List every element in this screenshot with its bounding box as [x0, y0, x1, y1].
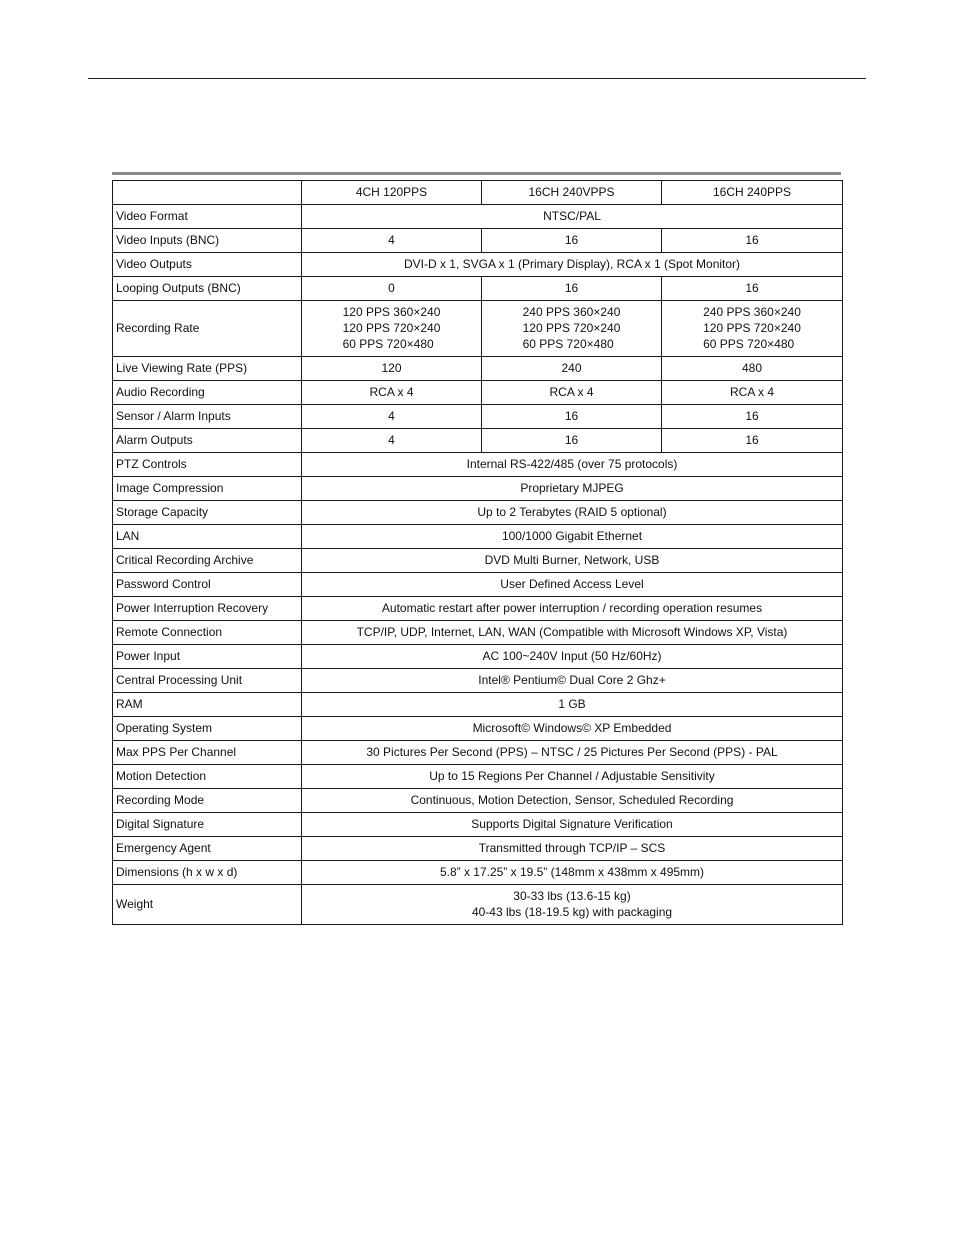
- row-label: Looping Outputs (BNC): [113, 277, 302, 301]
- row-label: Audio Recording: [113, 381, 302, 405]
- row-value: AC 100~240V Input (50 Hz/60Hz): [302, 645, 843, 669]
- table-row: [113, 717, 843, 741]
- table-row: [113, 741, 843, 765]
- recording-rate-line: 60 PPS 720×480: [342, 337, 434, 351]
- table-row: [113, 429, 843, 453]
- row-value: RCA x 4: [662, 381, 843, 405]
- row-value: Up to 2 Terabytes (RAID 5 optional): [302, 501, 843, 525]
- table-row: [113, 405, 843, 429]
- specifications-table: [112, 180, 843, 925]
- row-value: 16: [662, 229, 843, 253]
- row-value: 4: [302, 405, 482, 429]
- table-row: [113, 477, 843, 501]
- recording-rate-line: 120 PPS 720×240: [342, 321, 441, 335]
- row-value: User Defined Access Level: [302, 573, 843, 597]
- row-value: DVD Multi Burner, Network, USB: [302, 549, 843, 573]
- row-value: 16: [662, 405, 843, 429]
- row-value: 16: [482, 277, 662, 301]
- row-value: 4: [302, 429, 482, 453]
- row-label: Storage Capacity: [113, 501, 302, 525]
- row-label: Live Viewing Rate (PPS): [113, 357, 302, 381]
- row-label: Video Format: [113, 205, 302, 229]
- row-value: Microsoft© Windows© XP Embedded: [302, 717, 843, 741]
- table-row: [113, 693, 843, 717]
- row-label: Video Inputs (BNC): [113, 229, 302, 253]
- table-row: [113, 597, 843, 621]
- table-row: [113, 765, 843, 789]
- table-row: [113, 229, 843, 253]
- row-label: Image Compression: [113, 477, 302, 501]
- table-row: [113, 357, 843, 381]
- row-value: [302, 301, 482, 357]
- row-label: Digital Signature: [113, 813, 302, 837]
- row-value: 5.8” x 17.25” x 19.5” (148mm x 438mm x 495mm): [302, 861, 843, 885]
- header-cell-16ch-240vpps: 16CH 240VPPS: [482, 181, 662, 205]
- row-value: Internal RS-422/485 (over 75 protocols): [302, 453, 843, 477]
- row-label: Emergency Agent: [113, 837, 302, 861]
- recording-rate-line: 240 PPS 360×240: [703, 305, 801, 319]
- row-label: PTZ Controls: [113, 453, 302, 477]
- table-row: [113, 501, 843, 525]
- row-value: 1 GB: [302, 693, 843, 717]
- header-cell-16ch-240pps: 16CH 240PPS: [662, 181, 843, 205]
- row-label: Max PPS Per Channel: [113, 741, 302, 765]
- row-value: 100/1000 Gigabit Ethernet: [302, 525, 843, 549]
- table-row: [113, 549, 843, 573]
- row-value: DVI-D x 1, SVGA x 1 (Primary Display), RCA x 1 (Spot Monitor): [302, 253, 843, 277]
- row-label: Alarm Outputs: [113, 429, 302, 453]
- row-label: Video Outputs: [113, 253, 302, 277]
- table-header-row: [113, 181, 843, 205]
- row-value: RCA x 4: [482, 381, 662, 405]
- table-row: [113, 885, 843, 925]
- row-label: RAM: [113, 693, 302, 717]
- row-value: Intel® Pentium© Dual Core 2 Ghz+: [302, 669, 843, 693]
- recording-rate-line: 120 PPS 360×240: [342, 305, 441, 319]
- table-row: [113, 645, 843, 669]
- row-label: Central Processing Unit: [113, 669, 302, 693]
- row-value: 120: [302, 357, 482, 381]
- row-value: NTSC/PAL: [302, 205, 843, 229]
- weight-line: 30-33 lbs (13.6-15 kg): [513, 889, 631, 903]
- row-label: Critical Recording Archive: [113, 549, 302, 573]
- table-row: [113, 669, 843, 693]
- table-row: [113, 837, 843, 861]
- row-value: 0: [302, 277, 482, 301]
- row-value: RCA x 4: [302, 381, 482, 405]
- header-cell-empty: [113, 181, 302, 205]
- row-value: Transmitted through TCP/IP – SCS: [302, 837, 843, 861]
- table-top-rule: [112, 172, 841, 175]
- row-label: Dimensions (h x w x d): [113, 861, 302, 885]
- row-value: [662, 301, 843, 357]
- row-label: Motion Detection: [113, 765, 302, 789]
- table-row: [113, 301, 843, 357]
- row-value: 16: [662, 429, 843, 453]
- row-value: [302, 885, 843, 925]
- row-value: Continuous, Motion Detection, Sensor, Scheduled Recording: [302, 789, 843, 813]
- table-row: [113, 205, 843, 229]
- table-row: [113, 381, 843, 405]
- row-label: Sensor / Alarm Inputs: [113, 405, 302, 429]
- row-value: Automatic restart after power interruption / recording operation resumes: [302, 597, 843, 621]
- table-row: [113, 573, 843, 597]
- row-value: 30 Pictures Per Second (PPS) – NTSC / 25 Pictures Per Second (PPS) - PAL: [302, 741, 843, 765]
- table-row: [113, 525, 843, 549]
- row-value: 480: [662, 357, 843, 381]
- row-label: LAN: [113, 525, 302, 549]
- weight-line: 40-43 lbs (18-19.5 kg) with packaging: [471, 905, 673, 919]
- row-label: Password Control: [113, 573, 302, 597]
- recording-rate-line: 60 PPS 720×480: [522, 337, 614, 351]
- table-row: [113, 453, 843, 477]
- row-value: Up to 15 Regions Per Channel / Adjustable Sensitivity: [302, 765, 843, 789]
- row-value: 16: [662, 277, 843, 301]
- row-label: Power Input: [113, 645, 302, 669]
- header-rule: [88, 78, 866, 79]
- recording-rate-line: 120 PPS 720×240: [522, 321, 621, 335]
- row-value: [482, 301, 662, 357]
- table-row: [113, 789, 843, 813]
- table-row: [113, 253, 843, 277]
- row-label: Operating System: [113, 717, 302, 741]
- row-value: Supports Digital Signature Verification: [302, 813, 843, 837]
- row-value: TCP/IP, UDP, Internet, LAN, WAN (Compatible with Microsoft Windows XP, Vista): [302, 621, 843, 645]
- row-value: 240: [482, 357, 662, 381]
- row-label: Recording Mode: [113, 789, 302, 813]
- row-label: Recording Rate: [113, 301, 302, 357]
- table-row: [113, 277, 843, 301]
- recording-rate-line: 60 PPS 720×480: [703, 337, 795, 351]
- recording-rate-line: 240 PPS 360×240: [522, 305, 621, 319]
- row-value: 16: [482, 229, 662, 253]
- recording-rate-line: 120 PPS 720×240: [703, 321, 801, 335]
- row-value: 16: [482, 429, 662, 453]
- table-row: [113, 621, 843, 645]
- row-label: Weight: [113, 885, 302, 925]
- table-row: [113, 813, 843, 837]
- row-value: Proprietary MJPEG: [302, 477, 843, 501]
- row-label: Remote Connection: [113, 621, 302, 645]
- row-label: Power Interruption Recovery: [113, 597, 302, 621]
- row-value: 4: [302, 229, 482, 253]
- header-cell-4ch-120pps: 4CH 120PPS: [302, 181, 482, 205]
- row-value: 16: [482, 405, 662, 429]
- table-row: [113, 861, 843, 885]
